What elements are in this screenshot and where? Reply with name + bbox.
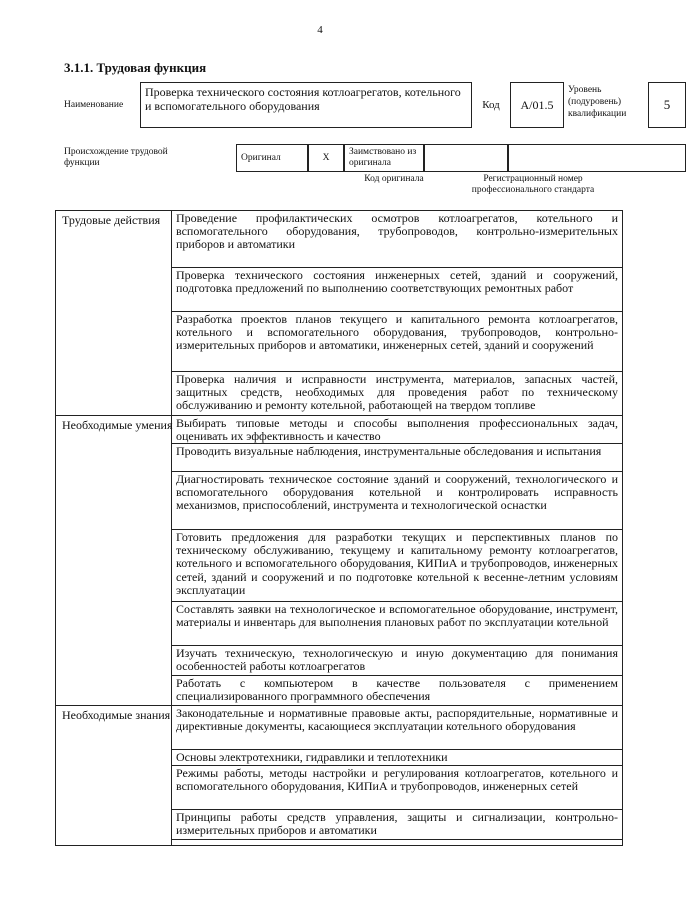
requirement-row: Проведение профилактических осмотров котлоагрегатов, котельного и вспомогательного оборудования, трубопроводов, контрольно-измерительных приборов и автоматики	[172, 211, 622, 268]
original-label: Оригинал	[236, 144, 308, 172]
requirement-row: Проводить визуальные наблюдения, инструментальные обследования и испытания	[172, 444, 622, 472]
requirement-row: Составлять заявки на технологическое и вспомогательное оборудование, инструмент, материалы и инвентарь для выполнения плановых работ по эксплуатации котельной	[172, 602, 622, 646]
code-label: Код	[482, 99, 500, 111]
requirement-row: Проверка наличия и исправности инструмента, материалов, запасных частей, защитных средств, необходимых для проведения работ по техническому обслуживанию и ремонту котельной, работающей на твердом топливе	[172, 372, 622, 416]
name-label: Наименование	[64, 100, 124, 110]
qualification-level: 5	[648, 82, 686, 128]
origin-label: Происхождение трудовой функции	[64, 147, 168, 168]
requirement-row: Основы электротехники, гидравлики и теплотехники	[172, 750, 622, 766]
requirement-row: Законодательные и нормативные правовые акты, распорядительные, нормативные и директивные документы, касающиеся эксплуатации котельного оборудования	[172, 706, 622, 750]
function-code: А/01.5	[510, 82, 564, 128]
requirement-row: Выбирать типовые методы и способы выполнения профессиональных задач, оценивать их эффективность и качество	[172, 416, 622, 444]
section-label: Необходимые умения	[62, 418, 173, 432]
borrowed-label: Заимствовано из оригинала	[344, 144, 424, 172]
requirement-row: Диагностировать техническое состояние зданий и сооружений, технологического и вспомогательного оборудования котельной и контролировать исправность механизмов, приспособлений, инструмента и технологической оснастки	[172, 472, 622, 530]
registration-number-caption: Регистрационный номер профессионального стандарта	[471, 174, 595, 195]
requirement-row: Режимы работы, методы настройки и регулирования котлоагрегатов, котельного и вспомогательного оборудования, КИПиА и трубопроводов, инженерных сетей	[172, 766, 622, 810]
requirement-row: Работать с компьютером в качестве пользователя с применением специализированного программного обеспечения	[172, 676, 622, 706]
level-label: Уровень (подуровень) квалификации	[568, 85, 627, 119]
function-details-table	[55, 210, 623, 846]
requirement-row: Принципы работы средств управления, защиты и сигнализации, контрольно-измерительных приборов и автоматики	[172, 810, 622, 840]
function-header-table	[64, 82, 671, 128]
function-name: Проверка технического состояния котлоагрегатов, котельного и вспомогательного оборудования	[140, 82, 472, 128]
requirement-row: Изучать техническую, технологическую и иную документацию для понимания особенностей работы котлоагрегатов	[172, 646, 622, 676]
section-title: 3.1.1. Трудовая функция	[64, 60, 207, 75]
requirement-row: Готовить предложения для разработки текущих и перспективных планов по техническому обслуживанию, текущему и капитальному ремонту котлоагрегатов, котельного и вспомогательного оборудования, КИПиА и трубопроводов, инженерных сетей, зданий и сооружений и по подготовке котельной к весенне-летним условиям эксплуатации	[172, 530, 622, 602]
original-mark: X	[308, 144, 344, 172]
page-number: 4	[317, 24, 323, 36]
requirement-row: Разработка проектов планов текущего и капитального ремонта котлоагрегатов, котельного и вспомогательного оборудования, трубопроводов, контрольно-измерительных приборов и автоматики, инженерных сетей, зданий и сооружений	[172, 312, 622, 372]
original-code-caption: Код оригинала	[364, 174, 424, 184]
original-code-cell	[424, 144, 508, 172]
registration-number-cell	[508, 144, 686, 172]
section-label: Необходимые знания	[62, 708, 171, 722]
section-label: Трудовые действия	[62, 213, 161, 227]
requirement-row: Проверка технического состояния инженерных сетей, зданий и сооружений, подготовка предложений по выполнению соответствующих ремонтных работ	[172, 268, 622, 312]
origin-table	[64, 144, 622, 172]
